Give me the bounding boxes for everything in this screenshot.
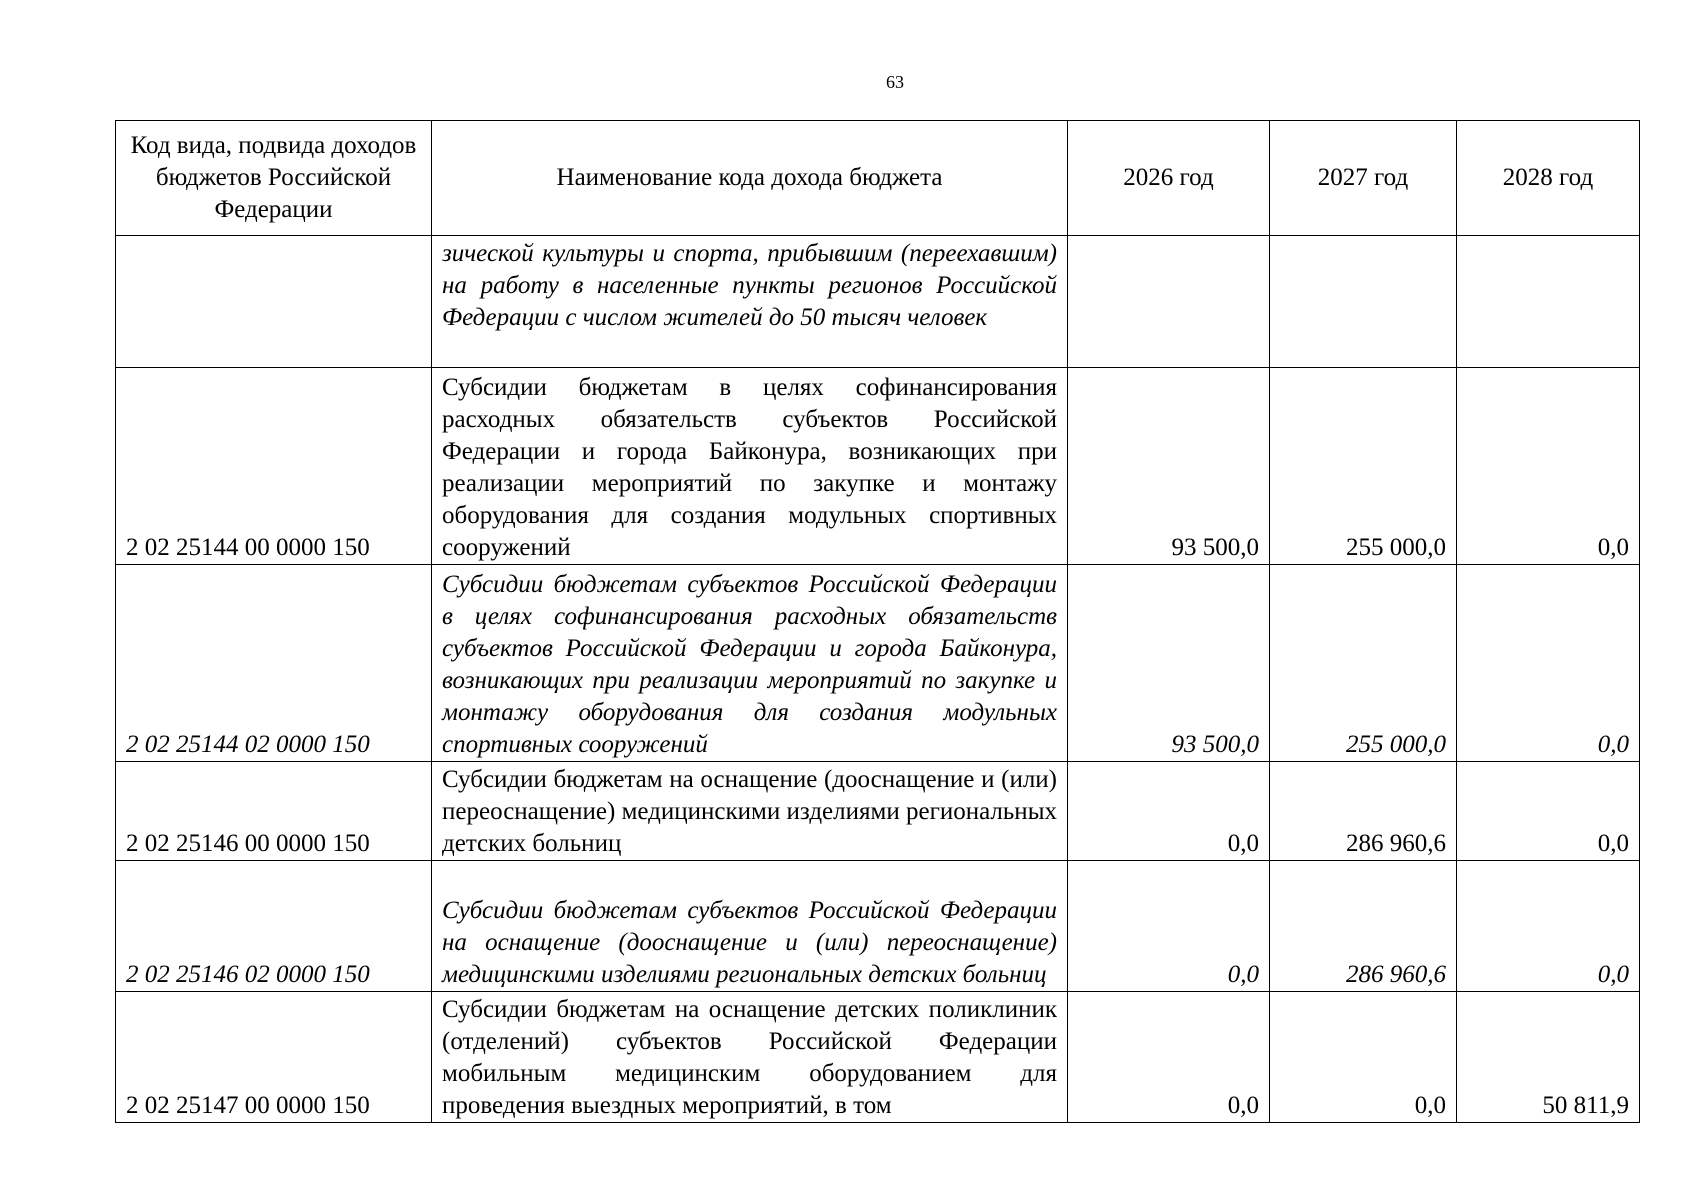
cell-2026: 93 500,0 xyxy=(1068,565,1270,762)
cell-2027: 286 960,6 xyxy=(1270,762,1457,861)
cell-2028 xyxy=(1457,236,1640,368)
cell-2028: 0,0 xyxy=(1457,565,1640,762)
cell-code: 2 02 25147 00 0000 150 xyxy=(116,992,432,1123)
table-row xyxy=(116,762,1640,861)
cell-2027: 286 960,6 xyxy=(1270,861,1457,992)
cell-2026: 0,0 xyxy=(1068,861,1270,992)
table-row xyxy=(116,992,1640,1123)
header-2028: 2028 год xyxy=(1457,121,1640,236)
table-row xyxy=(116,861,1640,992)
cell-name: Субсидии бюджетам в целях софинансирования расходных обязательств субъектов Российской Федерации и города Байконура, возникающих при реализации мероприятий по закупке и монтажу оборудования для создания модульных спортивных сооружений xyxy=(432,368,1068,565)
cell-name: Субсидии бюджетам субъектов Российской Федерации на оснащение (дооснащение и (или) переоснащение) медицинскими изделиями региональных детских больниц xyxy=(432,861,1068,992)
header-code: Код вида, подвида доходов бюджетов Российской Федерации xyxy=(116,121,432,236)
cell-name: Субсидии бюджетам на оснащение (дооснащение и (или) переоснащение) медицинскими изделиями региональных детских больниц xyxy=(432,762,1068,861)
table-row xyxy=(116,565,1640,762)
cell-2027: 255 000,0 xyxy=(1270,368,1457,565)
cell-code: 2 02 25144 02 0000 150 xyxy=(116,565,432,762)
page-number: 63 xyxy=(886,72,904,92)
cell-code: 2 02 25144 00 0000 150 xyxy=(116,368,432,565)
cell-code xyxy=(116,236,432,368)
cell-2027: 255 000,0 xyxy=(1270,565,1457,762)
cell-code: 2 02 25146 02 0000 150 xyxy=(116,861,432,992)
table-row xyxy=(116,236,1640,368)
cell-2028: 0,0 xyxy=(1457,861,1640,992)
cell-name: Субсидии бюджетам субъектов Российской Федерации в целях софинансирования расходных обязательств субъектов Российской Федерации и города Байконура, возникающих при реализации мероприятий по закупке и монтажу оборудования для создания модульных спортивных сооружений xyxy=(432,565,1068,762)
header-name: Наименование кода дохода бюджета xyxy=(432,121,1068,236)
cell-2027: 0,0 xyxy=(1270,992,1457,1123)
cell-2026: 0,0 xyxy=(1068,992,1270,1123)
cell-2026: 0,0 xyxy=(1068,762,1270,861)
cell-2028: 0,0 xyxy=(1457,762,1640,861)
cell-2026: 93 500,0 xyxy=(1068,368,1270,565)
table-header-row xyxy=(116,121,1640,236)
cell-2028: 50 811,9 xyxy=(1457,992,1640,1123)
table-row xyxy=(116,368,1640,565)
cell-code: 2 02 25146 00 0000 150 xyxy=(116,762,432,861)
budget-revenue-table xyxy=(115,120,1640,1123)
cell-2027 xyxy=(1270,236,1457,368)
cell-name: Субсидии бюджетам на оснащение детских поликлиник (отделений) субъектов Российской Федерации мобильным медицинским оборудованием для проведения выездных мероприятий, в том xyxy=(432,992,1068,1123)
cell-2026 xyxy=(1068,236,1270,368)
cell-name: зической культуры и спорта, прибывшим (переехавшим) на работу в населенные пункты регионов Российской Федерации с числом жителей до 50 тысяч человек xyxy=(432,236,1068,368)
header-2027: 2027 год xyxy=(1270,121,1457,236)
header-2026: 2026 год xyxy=(1068,121,1270,236)
cell-2028: 0,0 xyxy=(1457,368,1640,565)
